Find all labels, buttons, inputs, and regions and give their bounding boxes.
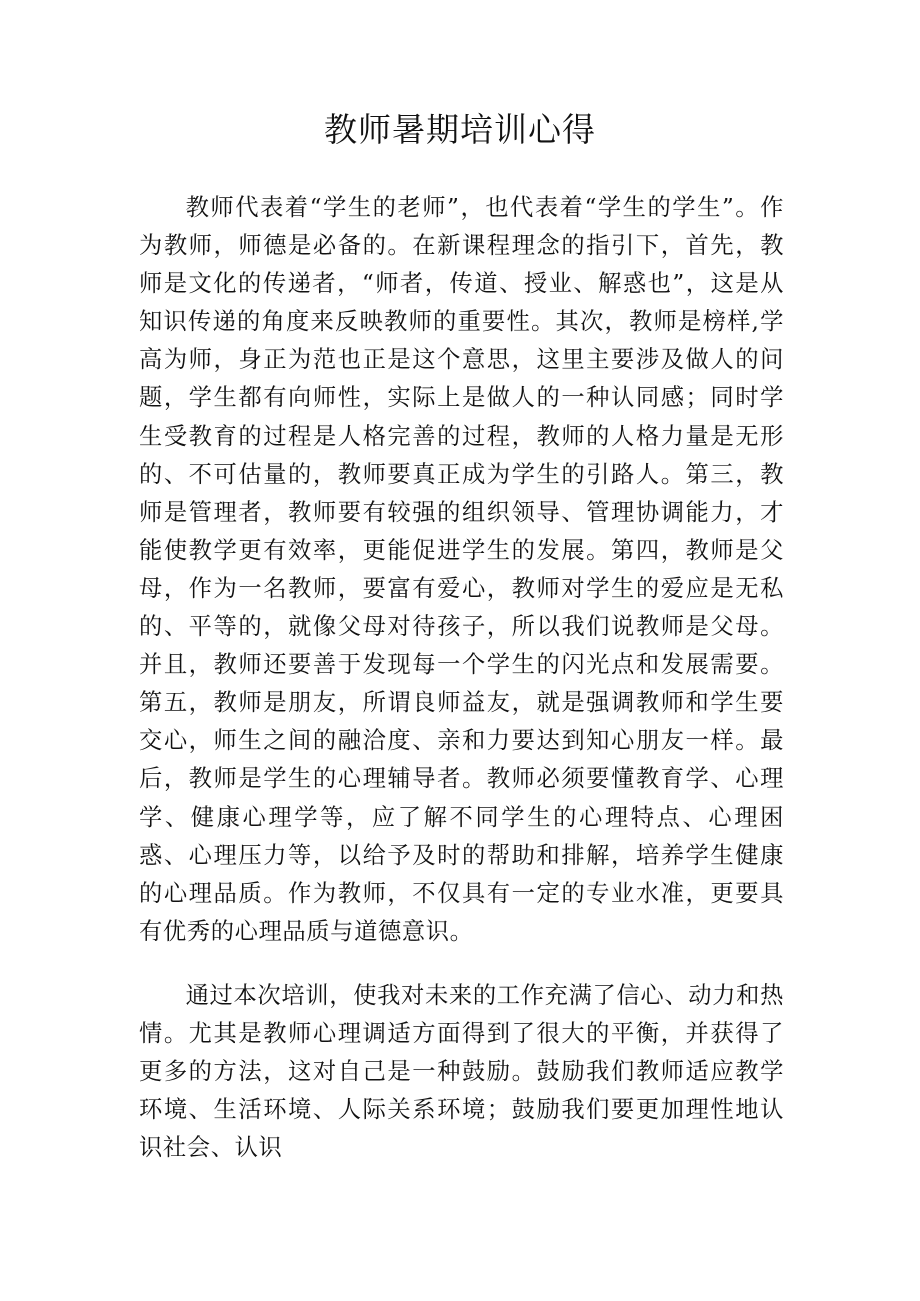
document-title: 教师暑期培训心得 — [324, 110, 596, 149]
paragraph-2: 通过本次培训，使我对未来的工作充满了信心、动力和热情。尤其是教师心理调适方面得到了很大的平衡，并获得了更多的方法，这对自己是一种鼓励。鼓励我们教师适应教学环境、生活环境、人际关系环境；鼓励我们要更加理性地认识社会、认识 — [139, 981, 784, 1162]
document-body — [139, 189, 784, 1167]
paragraph-1: 教师代表着“学生的老师”，也代表着“学生的学生”。作为教师，师德是必备的。在新课程理念的指引下，首先，教师是文化的传递者，“师者，传道、授业、解惑也”，这是从知识传递的角度来反映教师的重要性。其次，教师是榜样,学高为师，身正为范也正是这个意思，这里主要涉及做人的问题，学生都有向师性，实际上是做人的一种认同感；同时学生受教育的过程是人格完善的过程，教师的人格力量是无形的、不可估量的，教师要真正成为学生的引路人。第三，教师是管理者，教师要有较强的组织领导、管理协调能力，才能使教学更有效率，更能促进学生的发展。第四，教师是父母，作为一名教师，要富有爱心，教师对学生的爱应是无私的、平等的，就像父母对待孩子，所以我们说教师是父母。并且，教师还要善于发现每一个学生的闪光点和发展需要。第五，教师是朋友，所谓良师益友，就是强调教师和学生要交心，师生之间的融洽度、亲和力要达到知心朋友一样。最后，教师是学生的心理辅导者。教师必须要懂教育学、心理学、健康心理学等，应了解不同学生的心理特点、心理困惑、心理压力等，以给予及时的帮助和排解，培养学生健康的心理品质。作为教师，不仅具有一定的专业水准，更要具有优秀的心理品质与道德意识。 — [139, 194, 784, 945]
